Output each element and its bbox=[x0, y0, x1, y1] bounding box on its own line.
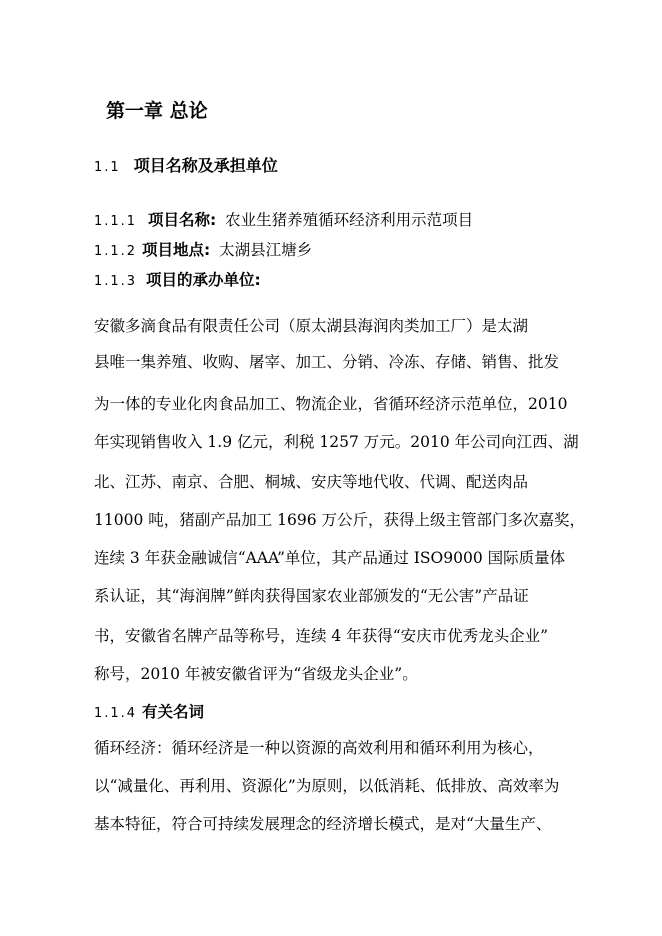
item-value: 太湖县江塘乡 bbox=[219, 241, 313, 259]
item-label: 项目名称: bbox=[148, 211, 217, 229]
paragraph-line: 11000 吨，猪副产品加工 1696 万公斤，获得上级主管部门多次嘉奖， bbox=[94, 511, 586, 529]
item-project-name bbox=[94, 210, 473, 232]
item-value: 农业生猪养殖循环经济利用示范项目 bbox=[225, 211, 474, 229]
chapter-title: 第一章 总论 bbox=[106, 100, 208, 122]
paragraph-line: 连续 3 年获金融诚信“AAA”单位，其产品通过 ISO9000 国际质量体 bbox=[94, 549, 566, 567]
item-related-terms bbox=[94, 702, 204, 724]
section-title: 项目名称及承担单位 bbox=[133, 156, 278, 175]
section-heading-1-1 bbox=[94, 156, 278, 178]
paragraph-line: 以“减量化、再利用、资源化”为原则，以低消耗、低排放、高效率为 bbox=[94, 777, 560, 795]
paragraph-line: 基本特征，符合可持续发展理念的经济增长模式，是对“大量生产、 bbox=[94, 815, 552, 833]
item-number: 1.1.4 bbox=[94, 706, 138, 721]
item-label: 项目地点: bbox=[142, 241, 211, 259]
item-number: 1.1.3 bbox=[94, 274, 138, 289]
section-number: 1.1 bbox=[94, 160, 121, 175]
item-undertaking-unit bbox=[94, 270, 261, 292]
item-project-location bbox=[94, 240, 312, 262]
item-label: 项目的承办单位: bbox=[146, 271, 261, 289]
paragraph-line: 书，安徽省名牌产品等称号，连续 4 年获得“安庆市优秀龙头企业” bbox=[94, 627, 549, 645]
paragraph-line: 系认证，其“海润牌”鲜肉获得国家农业部颁发的“无公害”产品证 bbox=[94, 587, 529, 605]
paragraph-line: 为一体的专业化肉食品加工、物流企业，省循环经济示范单位，2010 bbox=[94, 395, 568, 413]
paragraph-line: 安徽多滴食品有限责任公司（原太湖县海润肉类加工厂）是太湖 bbox=[94, 317, 529, 335]
paragraph-line: 县唯一集养殖、收购、屠宰、加工、分销、冷冻、存储、销售、批发 bbox=[94, 353, 560, 371]
item-label: 有关名词 bbox=[142, 703, 205, 721]
item-number: 1.1.1 bbox=[94, 214, 138, 229]
paragraph-line: 称号，2010 年被安徽省评为“省级龙头企业”。 bbox=[94, 665, 418, 683]
paragraph-line: 北、江苏、南京、合肥、桐城、安庆等地代收、代调、配送肉品 bbox=[94, 473, 529, 491]
paragraph-line: 循环经济：循环经济是一种以资源的高效利用和循环利用为核心， bbox=[94, 739, 544, 757]
item-number: 1.1.2 bbox=[94, 244, 138, 259]
paragraph-line: 年实现销售收入 1.9 亿元，利税 1257 万元。2010 年公司向江西、湖 bbox=[94, 433, 579, 451]
